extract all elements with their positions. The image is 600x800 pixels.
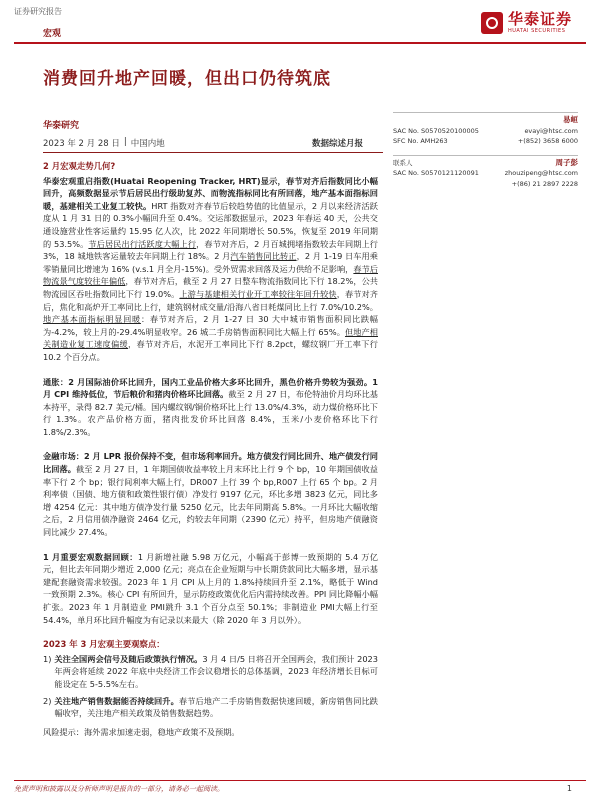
meta-divider [43, 152, 383, 153]
analyst-email[interactable]: evayi@htsc.com [524, 126, 578, 135]
paragraph-financial-market: 金融市场：2 月 LPR 报价保持不变，但市场利率回升。地方债发行同比回升、地产债发行同比回落。截至 2 月 27 日，1 年期国债收益率较上月末环比上行 9 个 bp，10 年期国债收益率下行 2 个 bp；银行间利率大幅上行，DR007 上行 39 个 bp,R007 上行 65 个 bp。2 月利率债（国债、地方债和政策性银行债）净发行 9197 亿元，环比多增 3823 亿元，同比多增 4254 亿元：其中地方债净发行量 5250 亿元，比去年同期高 5.8%。一月环比大幅收缩之后，2 月信用债净融资 2464 亿元，约较去年同期（2390 亿元）持平，但房地产债融资同比减少 27.4%。 [43, 451, 378, 538]
paragraph-inflation: 通胀：2 月国际油价环比回升，国内工业品价格大多环比回升，黑色价格升势较为强劲。1 月 CPI 维持低位，节后粮价和猪肉价格环比回落。截至 2 月 27 日，布伦特油价月均环比基本持平，录得 82.7 美元/桶。国内螺纹钢/铜价格环比上行 13.0%/4.3%，动力煤价格环比下行 1.3%。农产品价格方面，猪肉批发价环比回落 8.4%，玉米/小麦价格环比下行 1.8%/2.3%。 [43, 376, 378, 437]
page-number: 1 [566, 784, 572, 793]
list-item: 2) 关注地产销售数据能否持续回升。春节后地产二手房销售数据快速回暖，新房销售同比跌幅收窄，关注地产相关政策及销售数据趋势。 [43, 695, 378, 719]
report-subtype: 数据综述月报 [312, 139, 364, 149]
analyst-name: 易峘 [563, 115, 578, 124]
dateline-separator: | [123, 137, 127, 147]
footer-disclaimer: 免责声明和披露以及分析师声明是报告的一部分，请务必一起阅读。 [14, 785, 224, 793]
contact-card [393, 155, 578, 190]
header-divider [14, 42, 586, 44]
company-logo [481, 12, 572, 34]
report-date: 2023 年 2 月 28 日 [43, 139, 120, 149]
contact-role: 联系人 [393, 158, 413, 167]
analyst-sfc: SFC No. AMH263 [393, 137, 448, 145]
dateline [43, 137, 165, 149]
contact-sac: SAC No. S0570121120091 [393, 169, 479, 177]
contact-name: 周子彭 [555, 157, 578, 167]
report-title: 消费回升地产回暖，但出口仍待筑底 [43, 69, 331, 89]
analyst-sac: SAC No. S0570520100005 [393, 126, 479, 135]
analyst-card [393, 112, 578, 147]
paragraph-january-review: 1 月重要宏观数据回顾：1 月新增社融 5.98 万亿元，小幅高于彭博一致预期的 5.4 万亿元，但比去年同期少增近 2,000 亿元；亮点在企业短期与中长期贷款同比大幅多增，显示基建配套融资需求较强。2023 年 1 月 CPI 从上月的 1.8%持续回升至 2.1%，略低于 Wind 一致预期 2.3%。核心 CPI 有所回升，显示防疫政策优化后内需持续改善。PPI 同比降幅小幅扩张。2023 年 1 月制造业 PMI跳升 3.1 个百分点至 50.1%；非制造业 PMI大幅上行至 54.4%，单月环比回升幅度为有记录以来最大（除 2020 年 3 月以外）。 [43, 551, 378, 625]
report-region: 中国内地 [130, 139, 165, 149]
logo-text-en: HUATAI SECURITIES [507, 28, 566, 34]
contact-email[interactable]: zhouzipeng@htsc.com [504, 169, 578, 177]
logo-mark-icon [481, 12, 503, 34]
section-title-macro-trend: 2 月宏观走势几何? [43, 161, 116, 171]
contact-phone: +(86) 21 2897 2228 [511, 179, 578, 188]
risk-warning: 风险提示：海外需求加速走弱，稳地产政策不及预期。 [43, 726, 240, 737]
category-label: 宏观 [43, 29, 62, 39]
analyst-phone: +(852) 3658 6000 [517, 137, 578, 145]
paragraph-hrt: 华泰宏观重启指数(Huatai Reopening Tracker, HRT)显示，春节对齐后指数同比小幅回升，高频数据显示节后居民出行级助复苏、而物流指标同比有所回落，地产基本面指标回暖，基建相关工业复工较快。HRT 指数对齐春节后较趋势值的比值显示，2 月以来经济活跃度从 1 月 31 日的 0.3%小幅回升至 0.4%。交运部数据显示，2023 年春运 40 天，公共交通设施营业性客运量约 15.95 亿人次，比 2022 年同期增长 50.5%，恢复至 2019 年同期的 53.5%。节后居民出行活跃度大幅上行，春节对齐后，2 月百城拥堵指数较去年同期上行 3%，18 城地铁客运量较去年同期上行 18%。2 月汽车销售同比转正，2 月 1-19 日车用乘零销量同比增速为 16% (v.s.1 月全月-15%)。受外贸需求回落及运力供给不足影响，春节后物流景气度较往年偏低，春节对齐后，截至 2 月 27 日整车物流指数同比下行 18.2%，公共物流园区吞吐指数同比下行 19.0%。上游与基建相关行业开工率较往年回升较快，春节对齐后，焦化和高炉开工率同比上行，建筑钢材成交量/沿海八省日耗煤同比上行 7.0%/10.2%。地产基本面指标明显回暖：春节对齐后，2 月 1-27 日 30 大中城市销售面积同比跌幅为-4.2%，较上月的-29.4%明显收窄。26 城二手房销售面积同比大幅上行 65%。但地产相关制造业复工速度偏缓，春节对齐后，水泥开工率同比下行 8.2pct，螺纹钢厂开工率下行 10.2 个百分点。 [43, 175, 378, 362]
research-org: 华泰研究 [43, 121, 80, 131]
footer-divider [14, 780, 586, 781]
report-body [43, 160, 378, 738]
list-item: 1) 关注全国两会信号及随后政策执行情况。3 月 4 日/5 日将召开全国两会，我们预计 2023 年两会将延续 2022 年底中央经济工作会议稳增长的总体基调，2023 年经济增长目标可能设定在 5-5.5%左右。 [43, 653, 378, 689]
report-type-label: 证券研究报告 [14, 7, 62, 16]
analyst-panel [393, 112, 578, 197]
logo-text-cn: 华泰证券 [507, 10, 572, 28]
section-title-march-watch: 2023 年 3 月宏观主要观察点： [43, 639, 165, 650]
